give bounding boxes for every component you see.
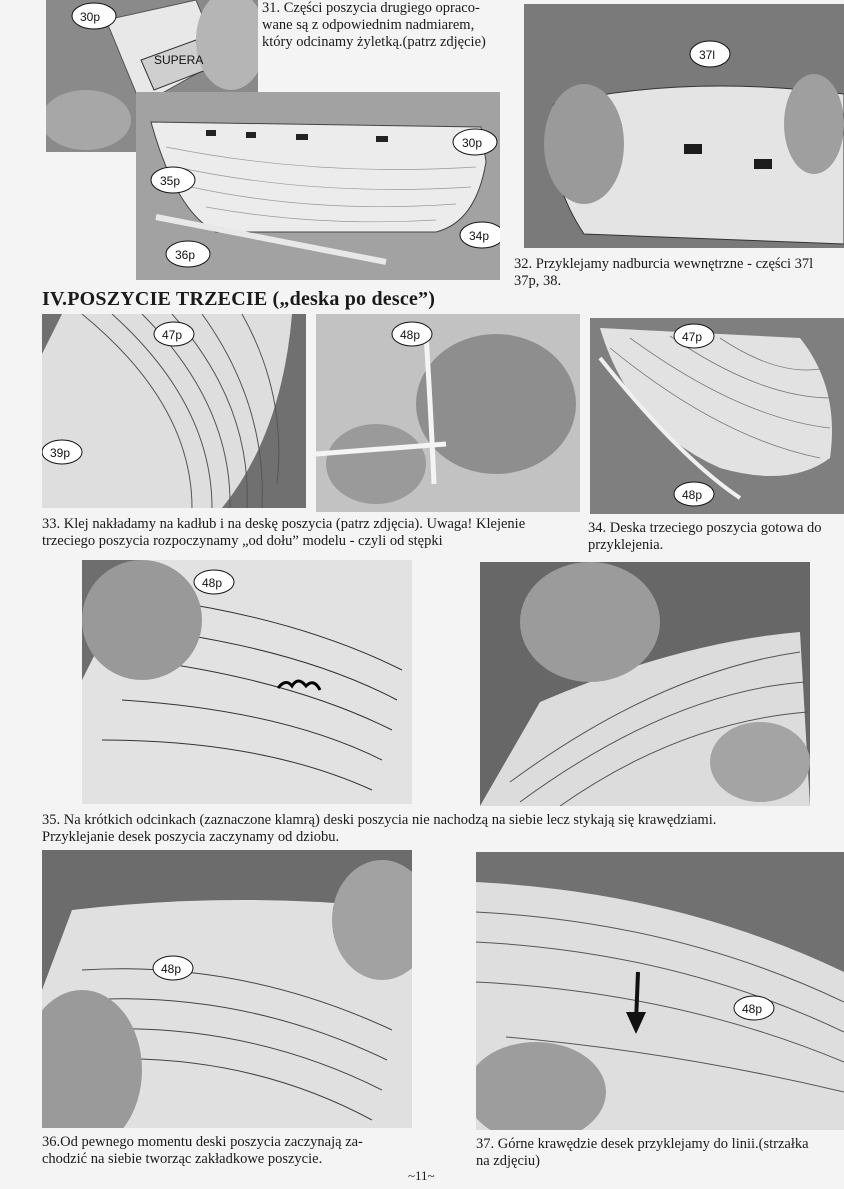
caption-35: 35. Na krótkich odcinkach (zaznaczone klamrą) deski poszycia nie nachodzą na siebie lecz stykają się krawędziami. Przyklejanie desek poszycia zaczynamy od dziobu. <box>42 812 717 845</box>
part-label-30p-b: 30p <box>462 136 483 150</box>
photo-36 <box>42 850 412 1128</box>
caption-34: 34. Deska trzeciego poszycia gotowa do przyklejenia. <box>588 520 822 553</box>
caption-32: 32. Przyklejamy nadburcia wewnętrzne - części 37l 37p, 38. <box>514 256 814 289</box>
photo-33-b <box>316 314 580 512</box>
part-label-48p-c: 48p <box>202 576 223 590</box>
part-label-47p-a: 47p <box>162 328 183 342</box>
page-number: ~11~ <box>408 1168 435 1183</box>
photo-37 <box>476 852 844 1130</box>
part-label-36p: 36p <box>175 248 196 262</box>
part-label-37l: 37l <box>699 48 716 62</box>
part-label-48p-d: 48p <box>161 962 182 976</box>
blade-label: SUPERA <box>154 53 204 67</box>
photo-35-b <box>480 562 810 806</box>
part-label-48p-b: 48p <box>682 488 703 502</box>
photo-35-a <box>82 560 412 804</box>
part-label-34p: 34p <box>469 229 490 243</box>
part-label-39p: 39p <box>50 446 71 460</box>
part-label-48p-e: 48p <box>742 1002 763 1016</box>
caption-37: 37. Górne krawędzie desek przyklejamy do linii.(strzałka na zdjęciu) <box>476 1136 809 1169</box>
photo-34 <box>590 318 844 514</box>
caption-36: 36.Od pewnego momentu deski poszycia zaczynają za- chodzić na siebie tworząc zakładkowe poszycie. <box>42 1134 363 1167</box>
part-label-47p-b: 47p <box>682 330 703 344</box>
photo-32 <box>524 4 844 248</box>
photo-33-a <box>42 314 306 508</box>
part-label-35p: 35p <box>160 174 181 188</box>
part-label-48p-a: 48p <box>400 328 421 342</box>
caption-33: 33. Klej nakładamy na kadłub i na deskę poszycia (patrz zdjęcia). Uwaga! Klejenie trzeciego poszycia rozpoczynamy „od dołu” modelu - czyli od stępki <box>42 516 526 549</box>
part-label-30p-a: 30p <box>80 10 101 24</box>
caption-31: 31. Części poszycia drugiego opraco- wane są z odpowiednim nadmiarem, który odcinamy żyletką.(patrz zdjęcie) <box>262 0 486 50</box>
section-heading: IV.POSZYCIE TRZECIE („deska po desce”) <box>42 288 436 310</box>
photo-31-hull <box>136 92 500 280</box>
